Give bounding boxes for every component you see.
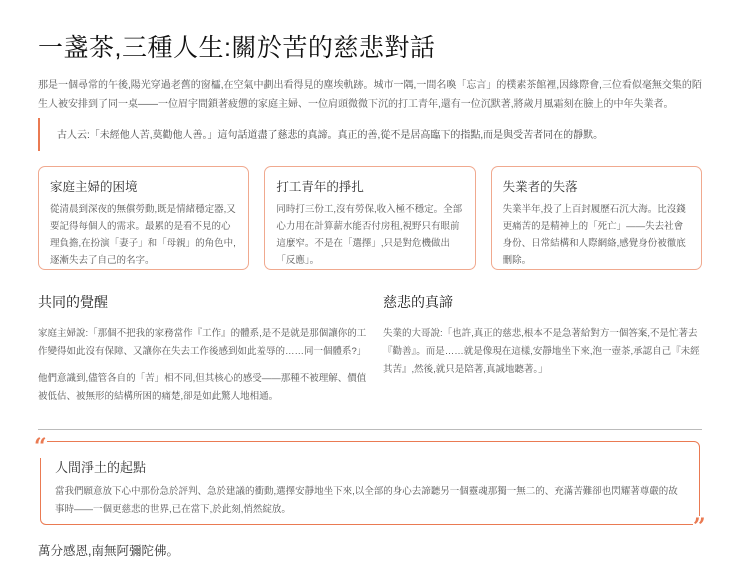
card-young-worker (264, 166, 475, 270)
section-paragraph: 他們意識到,儘管各自的「苦」相不同,但其核心的感受——那種不被理解、價值被低估、被無形的結構所困的痛楚,卻是如此驚人地相通。 (38, 373, 367, 402)
card-title: 打工青年的掙扎 (276, 180, 364, 194)
close-quote-icon: ” (693, 514, 706, 540)
card-housewife (38, 166, 249, 270)
quote-text: 當我們願意放下心中那份急於評判、急於建議的衝動,選擇安靜地坐下來,以全部的身心去諦聽另一個靈魂那獨一無二的、充滿苦難卻也閃耀著尊嚴的故事時——一個更慈悲的世界,已在當下,於此刻,悄然綻放。 (55, 486, 678, 515)
page-title: 一盞茶,三種人生:關於苦的慈悲對話 (38, 34, 436, 62)
open-quote-icon: “ (34, 434, 47, 460)
pull-quote (40, 441, 700, 525)
card-row (38, 166, 702, 270)
card-text: 從清晨到深夜的無償勞動,既是情緒穩定器,又要記得每個人的需求。最累的是看不見的心理負擔,在扮演「妻子」和「母親」的角色中,逐漸失去了自己的名字。 (50, 204, 236, 266)
closing-text: 萬分感恩,南無阿彌陀佛。 (38, 544, 179, 558)
card-title: 家庭主婦的困境 (50, 180, 138, 194)
section-paragraph: 失業的大哥說:「也許,真正的慈悲,根本不是急著給對方一個答案,不是忙著去『勸善』。而是……就是像現在這樣,安靜地坐下來,泡一壺茶,承認自己『未經其苦』,然後,就只是陪著,真誠地聽著。」 (383, 328, 700, 375)
intro-paragraph: 那是一個尋常的午後,陽光穿過老舊的窗櫺,在空氣中劃出看得見的塵埃軌跡。城市一隅,一間名喚「忘言」的樸素茶館裡,因緣際會,三位看似毫無交集的陌生人被安排到了同一桌——一位眉宇間鎖著疲憊的家庭主婦、一位肩頭微微下沉的打工青年,還有一位沉默著,將歲月風霜刻在臉上的中年失業者。 (38, 80, 702, 110)
blockquote: 古人云:「未經他人苦,莫勸他人善。」這句話道盡了慈悲的真諦。真正的善,從不是居高臨下的指點,而是與受苦者同在的靜默。 (38, 118, 702, 151)
card-text: 同時打三份工,沒有勞保,收入極不穩定。全部心力用在計算薪水能否付房租,視野只有眼前這麼窄。不是在「選擇」,只是對危機做出「反應」。 (276, 204, 463, 266)
card-unemployed (491, 166, 702, 270)
section-paragraph: 家庭主婦說:「那個不把我的家務當作『工作』的體系,是不是就是那個讓你的工作變得如此沒有保障、又讓你在失去工作後感到如此羞辱的……同一個體系?」 (38, 328, 367, 357)
card-title: 失業者的失落 (502, 180, 578, 194)
quote-title: 人間淨土的起點 (55, 460, 147, 475)
section-heading: 慈悲的真諦 (383, 294, 453, 310)
section-heading: 共同的覺醒 (38, 294, 108, 310)
divider (38, 429, 702, 430)
card-text: 失業半年,投了上百封履歷石沉大海。比沒錢更痛苦的是精神上的「死亡」——失去社會身份、日常結構和人際網絡,感覺身份被徹底刪除。 (502, 204, 686, 266)
section-common-awakening (38, 292, 368, 415)
section-true-compassion (383, 292, 703, 388)
